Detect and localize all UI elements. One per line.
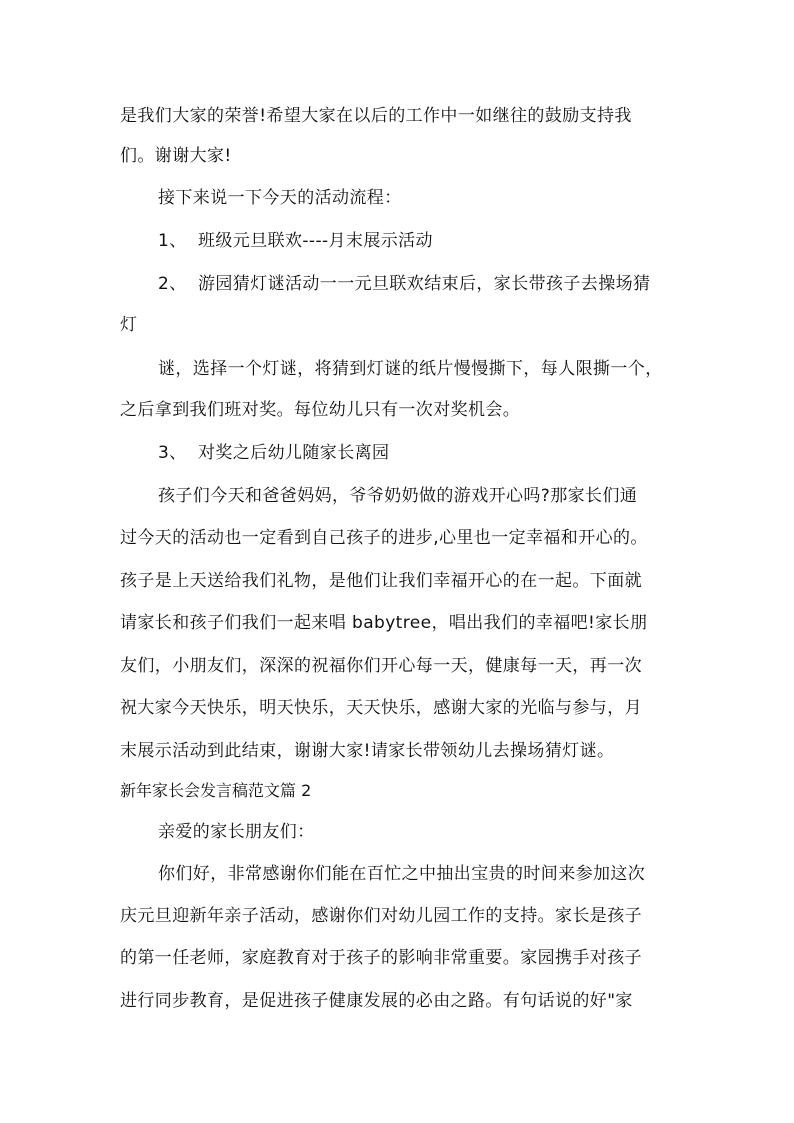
- paragraph-line: 你们好，非常感谢你们能在百忙之中抽出宝贵的时间来参加这次: [158, 864, 646, 884]
- paragraph-line: 灯: [120, 315, 138, 335]
- list-number: 3、: [158, 443, 187, 463]
- paragraph-line: 是我们大家的荣誉!希望大家在以后的工作中一如继往的鼓励支持我: [120, 106, 632, 126]
- paragraph-line: 祝大家今天快乐，明天快乐，天天快乐，感谢大家的光临与参与，月: [120, 698, 642, 718]
- paragraph-line: 进行同步教育，是促进孩子健康发展的必由之路。有句话说的好"家: [120, 991, 633, 1011]
- paragraph-line: 的第一任老师，家庭教育对于孩子的影响非常重要。家园携手对孩子: [120, 948, 642, 968]
- paragraph-line: 请家长和孩子们我们一起来唱 babytree，唱出我们的幸福吧!家长朋: [120, 613, 648, 633]
- paragraph-line: 们。谢谢大家!: [120, 146, 232, 166]
- paragraph-line: 之后拿到我们班对奖。每位幼儿只有一次对奖机会。: [120, 400, 521, 420]
- list-text: 游园猜灯谜活动一一元旦联欢结束后，家长带孩子去操场猜: [198, 274, 651, 294]
- section-heading: 新年家长会发言稿范文篇 2: [120, 781, 312, 800]
- list-number: 2、: [158, 274, 187, 294]
- paragraph-line: 孩子们今天和爸爸妈妈，爷爷奶奶做的游戏开心吗?那家长们通: [158, 486, 638, 506]
- list-number: 1、: [158, 231, 187, 251]
- list-text: 班级元旦联欢----月末展示活动: [198, 231, 433, 251]
- paragraph-line: 友们，小朋友们，深深的祝福你们开心每一天，健康每一天，再一次: [120, 656, 642, 676]
- paragraph-line: 末展示活动到此结束，谢谢大家!请家长带领幼儿去操场猜灯谜。: [120, 741, 615, 761]
- paragraph-line: 接下来说一下今天的活动流程：: [158, 188, 402, 208]
- salutation: 亲爱的家长朋友们：: [158, 822, 315, 842]
- paragraph-line: 孩子是上天送给我们礼物，是他们让我们幸福开心的在一起。下面就: [120, 571, 642, 591]
- paragraph-line: 谜，选择一个灯谜，将猜到灯谜的纸片慢慢撕下，每人限撕一个，: [158, 359, 663, 379]
- list-text: 对奖之后幼儿随家长离园: [198, 443, 390, 463]
- paragraph-line: 过今天的活动也一定看到自己孩子的进步,心里也一定幸福和开心的。: [120, 528, 648, 548]
- paragraph-line: 庆元旦迎新年亲子活动，感谢你们对幼儿园工作的支持。家长是孩子: [120, 906, 642, 926]
